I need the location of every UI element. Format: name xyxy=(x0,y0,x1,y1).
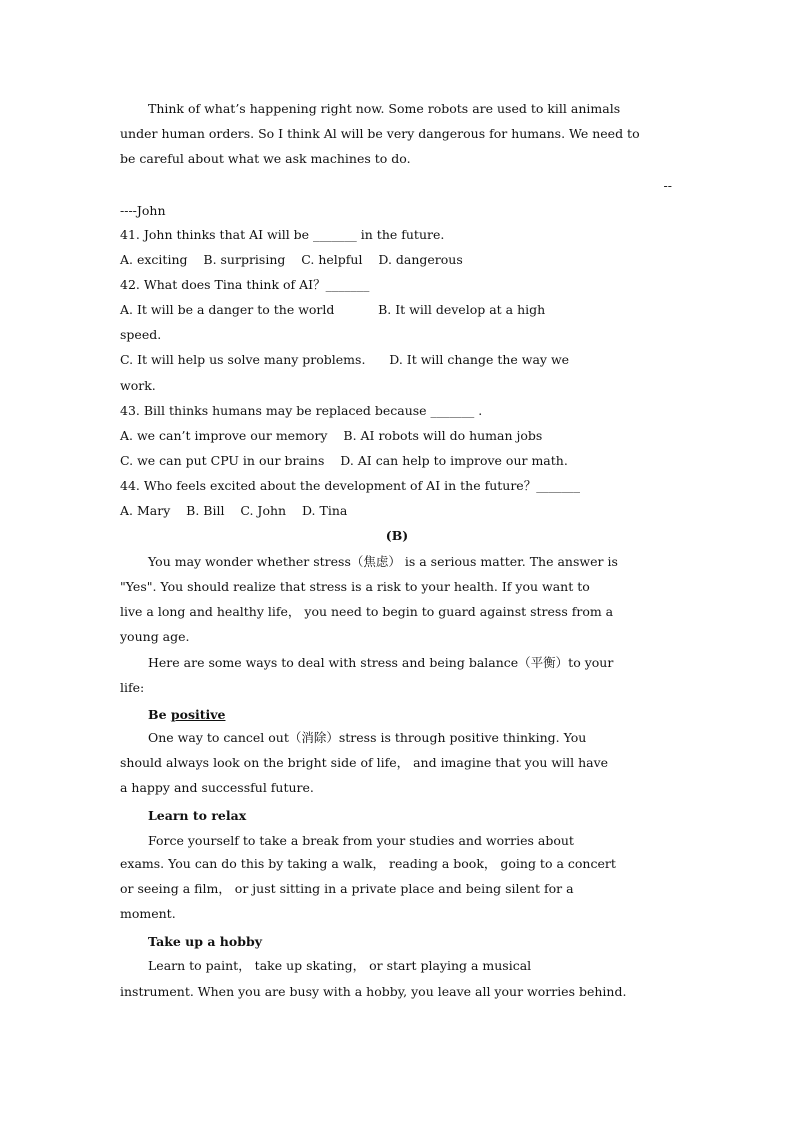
question-42-stem: 42. What does Tina think of AI？_______ xyxy=(120,277,370,292)
section-title-take-up-a-hobby: Take up a hobby xyxy=(148,934,262,949)
passage-b-intro-line-1: You may wonder whether stress（焦虑） is a serious matter. The answer is xyxy=(148,554,618,569)
section-title-be-positive xyxy=(148,707,225,723)
question-41-options: A. exciting B. surprising C. helpful D. dangerous xyxy=(120,252,463,267)
passage-b-intro-line-2: "Yes". You should realize that stress is a risk to your health. If you want to xyxy=(120,579,590,594)
section-title-learn-to-relax: Learn to relax xyxy=(148,808,247,823)
passage-b-ways-line-2: life: xyxy=(120,680,145,695)
passage-b-intro-line-3: live a long and healthy life， you need to begin to guard against stress from a xyxy=(120,604,614,619)
passage-a-line-2: under human orders. So I think Al will be very dangerous for humans. We need to xyxy=(120,126,640,141)
question-43-options-line-2: C. we can put CPU in our brains D. AI can help to improve our math. xyxy=(120,453,568,468)
section-title-prefix: Be xyxy=(148,707,171,722)
signature: ----John xyxy=(120,203,166,218)
section2-line-1: Force yourself to take a break from your studies and worries about xyxy=(148,833,574,848)
passage-a-line-3: be careful about what we ask machines to do. xyxy=(120,151,411,166)
section1-line-2: should always look on the bright side of life， and imagine that you will have xyxy=(120,755,609,770)
section2-line-4: moment. xyxy=(120,906,176,921)
passage-b-heading: (B) xyxy=(385,528,409,543)
section-title-underlined: positive xyxy=(170,707,226,722)
section2-line-2: exams. You can do this by taking a walk， reading a book， going to a concert xyxy=(120,856,616,871)
passage-b-intro-line-4: young age. xyxy=(120,629,190,644)
passage-b-ways-line-1: Here are some ways to deal with stress and being balance（平衡）to your xyxy=(148,655,614,670)
question-43-stem: 43. Bill thinks humans may be replaced because _______ . xyxy=(120,403,483,418)
question-41-stem: 41. John thinks that AI will be _______ in the future. xyxy=(120,227,445,242)
question-42-options-line-2: speed. xyxy=(120,327,162,342)
section3-line-1: Learn to paint， take up skating， or start playing a musical xyxy=(148,958,532,973)
question-44-stem: 44. Who feels excited about the development of AI in the future？_______ xyxy=(120,478,580,493)
passage-a-line-1: Think of what’s happening right now. Some robots are used to kill animals xyxy=(148,101,621,116)
section1-line-3: a happy and successful future. xyxy=(120,780,314,795)
question-42-options-line-3: C. It will help us solve many problems. D. It will change the way we xyxy=(120,352,570,367)
question-44-options: A. Mary B. Bill C. John D. Tina xyxy=(120,503,348,518)
question-42-options-line-1: A. It will be a danger to the world B. It will develop at a high xyxy=(120,302,546,317)
signature-dashes: -- xyxy=(663,178,672,193)
question-42-options-line-4: work. xyxy=(120,378,156,393)
question-43-options-line-1: A. we can’t improve our memory B. AI robots will do human jobs xyxy=(120,428,543,443)
section1-line-1: One way to cancel out（消除）stress is through positive thinking. You xyxy=(148,730,587,745)
section2-line-3: or seeing a film， or just sitting in a private place and being silent for a xyxy=(120,881,574,896)
section3-line-2: instrument. When you are busy with a hobby, you leave all your worries behind. xyxy=(120,984,627,999)
